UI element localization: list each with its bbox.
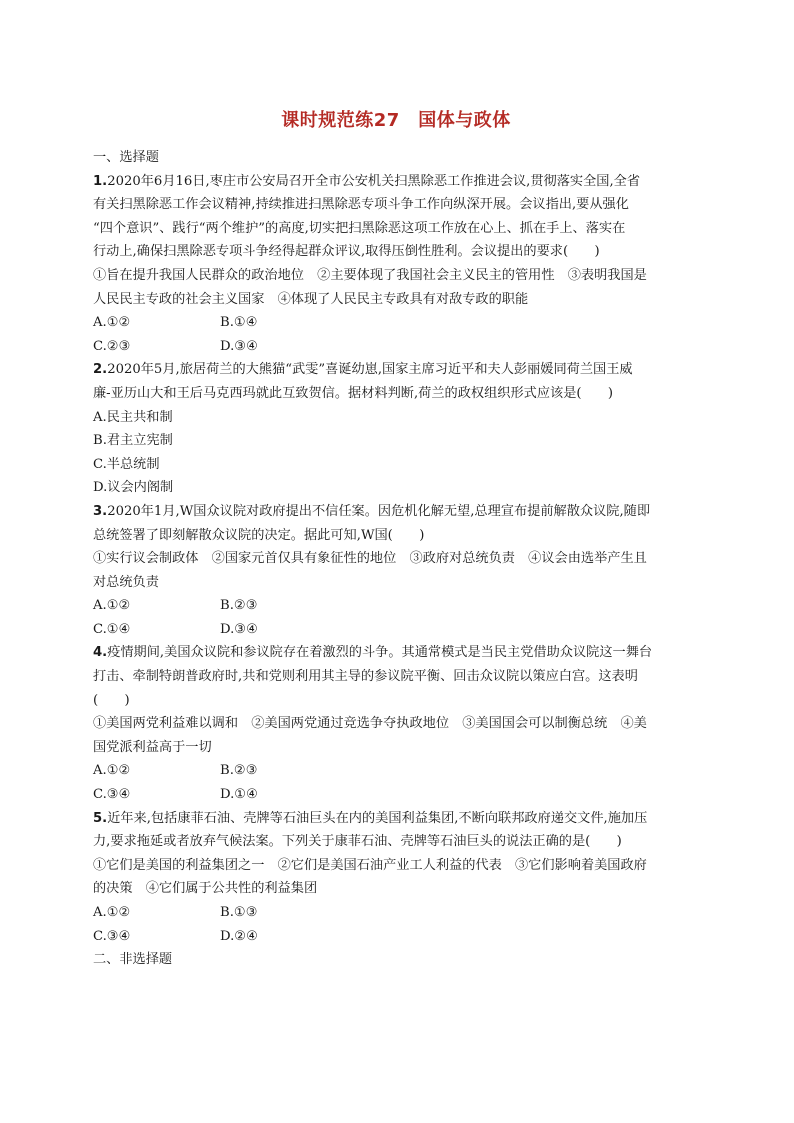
question-number: 5. [93,810,108,826]
option-c[interactable]: C.①④ [93,621,131,637]
question-3-statement: ①实行议会制政体 ②国家元首仅具有象征性的地位 ③政府对总统负责 ④议会由选举产生且 [93,551,647,567]
question-number: 3. [93,503,108,519]
question-1-line: 有关扫黑除恶工作会议精神,持续推进扫黑除恶专项斗争工作向纵深开展。会议指出,要从强化 [93,197,629,213]
option-b[interactable]: B.①④ [220,315,258,331]
question-1-options-row [93,335,699,359]
question-4-statement: ①美国两党利益难以调和 ②美国两党通过竞选争夺执政地位 ③美国国会可以制衡总统 ④美 [93,716,647,732]
question-number: 2. [93,362,108,378]
section-heading-nonchoice: 二、非选择题 [93,952,173,968]
question-3-options-row [93,594,699,618]
question-2-line: 2.2020年5月,旅居荷兰的大熊猫“武雯”喜诞幼崽,国家主席习近平和夫人彭丽媛同荷兰国王威 [93,362,633,378]
option-a[interactable]: A.①② [93,315,131,331]
option-b[interactable]: B.①③ [220,905,258,920]
question-5-line: 5.近年来,包括康菲石油、壳牌等石油巨头在内的美国利益集团,不断向联邦政府递交文件,施加压 [93,810,648,826]
question-5-statement: ①它们是美国的利益集团之一 ②它们是美国石油产业工人利益的代表 ③它们影响着美国政府 [93,857,647,873]
question-3-statement: 对总统负责 [93,574,159,590]
option-d[interactable]: D.议会内阁制 [93,480,174,496]
page-title: 课时规范练27 国体与政体 [281,110,511,131]
option-d[interactable]: D.②④ [220,928,258,944]
option-c[interactable]: C.②③ [93,338,131,354]
question-1-statement: 人民民主专政的社会主义国家 ④体现了人民民主专政具有对敌专政的职能 [93,291,529,307]
question-1-line: 行动上,确保扫黑除恶专项斗争经得起群众评议,取得压倒性胜利。会议提出的要求( ) [93,244,600,260]
section-heading-choice: 一、选择题 [93,150,159,165]
question-3-options-row [93,618,699,642]
question-1-options-row [93,311,699,335]
question-4-statement: 国党派利益高于一切 [93,739,212,755]
option-c[interactable]: C.③④ [93,928,131,944]
option-a[interactable]: A.民主共和制 [93,409,173,425]
document-content [93,146,699,972]
option-d[interactable]: D.①④ [220,787,258,803]
question-5 [93,807,699,949]
question-2 [93,358,699,500]
question-number: 4. [93,645,108,661]
option-b[interactable]: B.②③ [220,598,258,614]
option-a[interactable]: A.①② [93,598,131,614]
option-a[interactable]: A.①② [93,763,131,779]
question-5-statement: 的决策 ④它们属于公共性的利益集团 [93,881,318,897]
question-5-options-row [93,901,699,925]
question-1-statement: ①旨在提升我国人民群众的政治地位 ②主要体现了我国社会主义民主的管用性 ③表明我国是 [93,267,647,283]
question-4-options-row [93,759,699,783]
question-3-line: 总统签署了即刻解散众议院的决定。据此可知,W国( ) [93,527,425,543]
option-c[interactable]: C.半总统制 [93,456,160,472]
option-b[interactable]: B.②③ [220,763,258,779]
question-1 [93,170,699,359]
question-5-options-row [93,925,699,949]
question-3 [93,500,699,642]
question-number: 1. [93,173,108,189]
option-d[interactable]: D.③④ [220,621,258,637]
question-1-line: “四个意识”、践行“两个维护”的高度,切实把扫黑除恶这项工作放在心上、抓在手上、落实在 [93,220,626,236]
option-d[interactable]: D.③④ [220,338,258,354]
question-4-line: 4.疫情期间,美国众议院和参议院存在着激烈的斗争。其通常模式是当民主党借助众议院这一舞台 [93,645,653,661]
question-4-line: ( ) [93,692,130,708]
question-4-line: 打击、牵制特朗普政府时,共和党则利用其主导的参议院平衡、回击众议院以策应白宫。这表明 [93,669,638,685]
option-c[interactable]: C.③④ [93,787,131,803]
question-2-line: 廉-亚历山大和王后马克西玛就此互致贺信。据材料判断,荷兰的政权组织形式应该是( ) [93,385,614,401]
option-b[interactable]: B.君主立宪制 [93,433,173,449]
question-1-line: 1.2020年6月16日,枣庄市公安局召开全市公安机关扫黑除恶工作推进会议,贯彻落实全国,全省 [93,173,641,189]
option-a[interactable]: A.①② [93,905,131,920]
question-5-line: 力,要求拖延或者放弃气候法案。下列关于康菲石油、壳牌等石油巨头的说法正确的是( ) [93,834,622,850]
question-3-line: 3.2020年1月,W国众议院对政府提出不信任案。因危机化解无望,总理宣布提前解散众议院,随即 [93,503,651,519]
question-4-options-row [93,783,699,807]
question-4 [93,641,699,806]
